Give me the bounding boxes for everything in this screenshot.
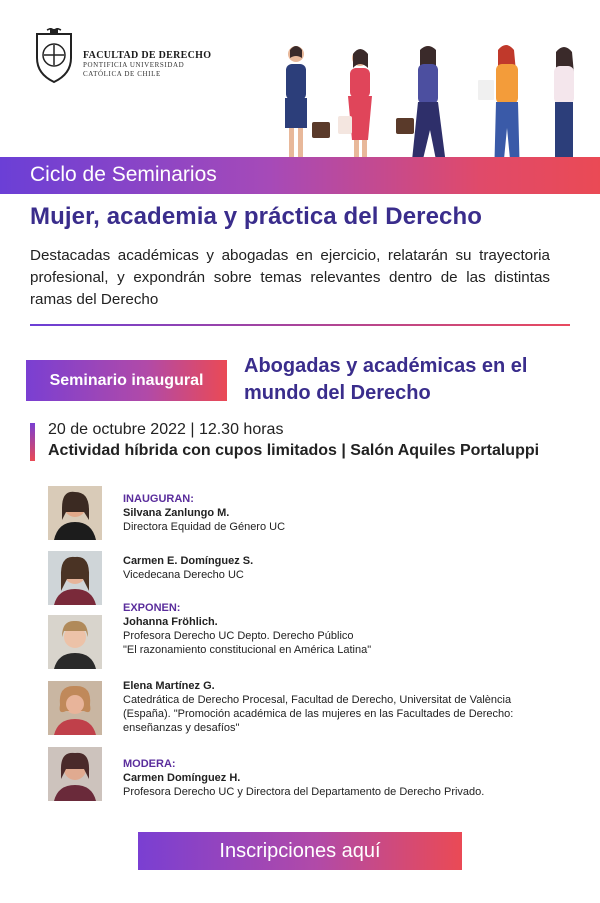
university-line1: PONTIFICIA UNIVERSIDAD — [83, 61, 185, 69]
speaker-name-1: Silvana Zanlungo M. — [123, 507, 230, 519]
speaker-desc-4a: Catedrática de Derecho Procesal, Facultad de Derecho, Universitat de València — [123, 694, 512, 706]
section-divider — [30, 324, 570, 326]
role-heading-inauguran: INAUGURAN: — [123, 493, 194, 505]
speaker-photo-dominguez-s — [48, 551, 102, 605]
speaker-info-1 — [123, 492, 573, 534]
seminar-title-line2: mundo del Derecho — [244, 382, 431, 404]
speaker-info-5 — [123, 757, 573, 799]
seminar-title-line1: Abogadas y académicas en el — [244, 355, 528, 377]
speaker-name-5: Carmen Domínguez H. — [123, 772, 241, 784]
university-line2: CATÓLICA DE CHILE — [83, 70, 161, 78]
speaker-avatar-2 — [48, 551, 102, 605]
university-crest-icon — [33, 28, 75, 86]
speaker-desc-5: Profesora Derecho UC y Directora del Departamento de Derecho Privado. — [123, 786, 485, 798]
speaker-desc-4c: enseñanzas y desafíos" — [123, 722, 240, 734]
faculty-name: FACULTAD DE DERECHO — [83, 50, 212, 61]
date-accent-bar — [30, 423, 35, 461]
seminar-badge: Seminario inaugural — [26, 360, 227, 401]
speaker-desc-3b: "El razonamiento constitucional en América Latina" — [123, 644, 372, 656]
speaker-photo-dominguez-h — [48, 747, 102, 801]
speaker-photo-frohlich — [48, 615, 102, 669]
speaker-desc-1: Directora Equidad de Género UC — [123, 521, 286, 533]
seminar-place: Actividad híbrida con cupos limitados | Salón Aquiles Portaluppi — [48, 442, 540, 459]
speaker-photo-martinez — [48, 681, 102, 735]
speaker-desc-3a: Profesora Derecho UC Depto. Derecho Público — [123, 630, 354, 642]
speaker-avatar-3 — [48, 615, 102, 669]
speaker-desc-4b: (España). "Promoción académica de las mujeres en las Facultades de Derecho: — [123, 708, 514, 720]
speaker-photo-zanlungo — [48, 486, 102, 540]
register-button[interactable]: Inscripciones aquí — [138, 832, 462, 870]
faculty-text — [83, 50, 211, 79]
page-title: Mujer, academia y práctica del Derecho — [30, 203, 483, 230]
speaker-name-3: Johanna Fröhlich. — [123, 616, 218, 628]
speaker-name-2: Carmen E. Domínguez S. — [123, 555, 254, 567]
speaker-info-2 — [123, 554, 573, 582]
speaker-name-4: Elena Martínez G. — [123, 680, 215, 692]
speaker-info-3 — [123, 601, 573, 657]
speaker-avatar-5 — [48, 747, 102, 801]
seminar-date: 20 de octubre 2022 | 12.30 horas — [48, 421, 284, 438]
speaker-avatar-4 — [48, 681, 102, 735]
speaker-desc-2: Vicedecana Derecho UC — [123, 569, 244, 581]
role-heading-exponen: EXPONEN: — [123, 602, 181, 614]
faculty-header — [33, 28, 253, 92]
speaker-avatar-1 — [48, 486, 102, 540]
intro-paragraph: Destacadas académicas y abogadas en ejercicio, relatarán su trayectoria profesional, y expondrán sobre temas relevantes dentro de las distintas ramas del Derecho — [30, 247, 550, 308]
speaker-info-4 — [123, 679, 573, 735]
series-title: Ciclo de Seminarios — [30, 163, 217, 186]
seminar-title — [244, 353, 584, 407]
role-heading-modera: MODERA: — [123, 758, 176, 770]
woman-figure-1 — [285, 46, 330, 173]
